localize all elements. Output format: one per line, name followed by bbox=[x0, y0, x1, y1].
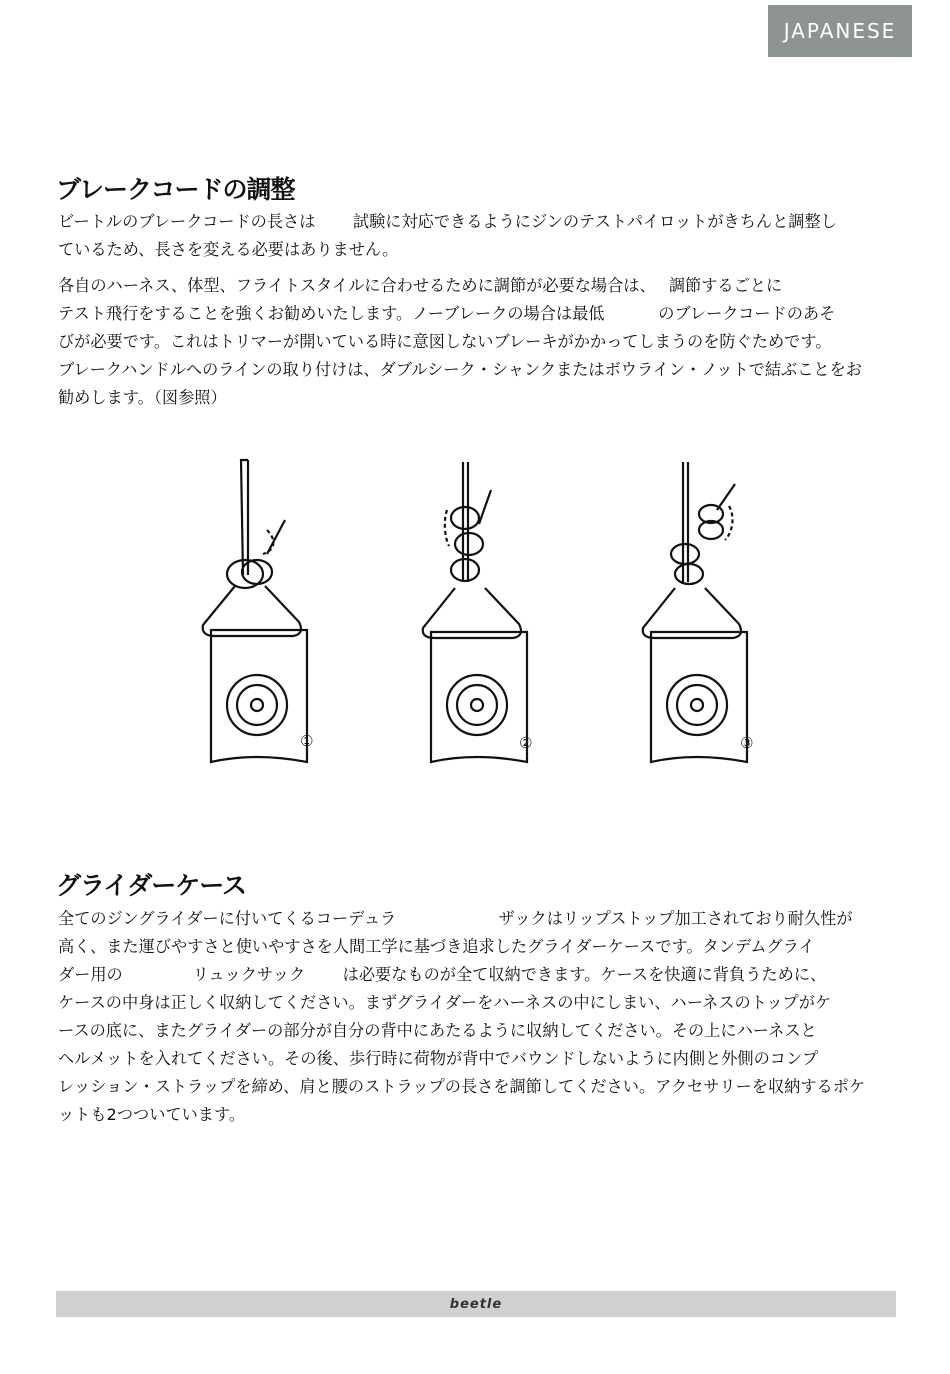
text-line: ブレークハンドルへのラインの取り付けは、ダブルシーク・シャンクまたはボウライン・ノットで結ぶことをお bbox=[58, 360, 862, 379]
glider-case-paragraph bbox=[58, 905, 908, 1129]
text-line: ヘルメットを入れてください。その後、歩行時に荷物が背中でバウンドしないように内側と外側のコンプ bbox=[58, 1049, 819, 1068]
knot-figure-1 bbox=[195, 450, 325, 770]
figure-label-2: ② bbox=[519, 734, 533, 752]
text-line: テスト飛行をすることを強くお勧めいたします。ノーブレークの場合は最低 のブレークコードのあそ bbox=[58, 304, 836, 323]
text-line: 勧めします。（図参照） bbox=[58, 388, 227, 407]
text-line: レッション・ストラップを締め、肩と腰のストラップの長さを調節してください。アクセサリーを収納するポケ bbox=[58, 1077, 866, 1096]
text-line: びが必要です。これはトリマーが開いている時に意図しないブレーキがかかってしまうのを防ぐためです。 bbox=[58, 332, 832, 351]
text-line: ダー用の リュックサック は必要なものが全て収納できます。ケースを快適に背負うために、 bbox=[58, 965, 827, 984]
knot-illustrations bbox=[180, 450, 780, 780]
knot-figure-3 bbox=[635, 450, 765, 770]
text-line: ケースの中身は正しく収納してください。まずグライダーをハーネスの中にしまい、ハーネスのトップがケ bbox=[58, 993, 832, 1012]
brake-cord-paragraph-1 bbox=[58, 208, 908, 264]
text-line: 各自のハーネス、体型、フライトスタイルに合わせるために調節が必要な場合は、 調節するごとに bbox=[58, 276, 783, 295]
figure-label-1: ① bbox=[300, 732, 314, 750]
text-line: ースの底に、またグライダーの部分が自分の背中にあたるように収納してください。その上にハーネスと bbox=[58, 1021, 817, 1040]
language-badge: JAPANESE bbox=[768, 5, 912, 57]
knot-figure-2 bbox=[415, 450, 545, 770]
section-title-glider-case: グライダーケース bbox=[56, 871, 247, 900]
section-title-brake-cord: ブレークコードの調整 bbox=[56, 175, 295, 204]
text-line: 高く、また運びやすさと使いやすさを人間工学に基づき追求したグライダーケースです。タンデムグライ bbox=[58, 937, 815, 956]
footer-brand: beetle bbox=[449, 1296, 503, 1312]
text-line: ットも2つついています。 bbox=[58, 1105, 246, 1124]
text-line: ビートルのブレークコードの長さは 試験に対応できるようにジンのテストパイロットがきちんと調整し bbox=[58, 212, 837, 231]
text-line: ているため、長さを変える必要はありません。 bbox=[58, 240, 399, 259]
text-line: 全てのジングライダーに付いてくるコーデュラ ザックはリップストップ加工されており耐久性が bbox=[58, 909, 853, 928]
figure-label-3: ③ bbox=[740, 734, 754, 752]
footer-bar bbox=[56, 1291, 896, 1317]
brake-cord-paragraph-2 bbox=[58, 272, 908, 412]
